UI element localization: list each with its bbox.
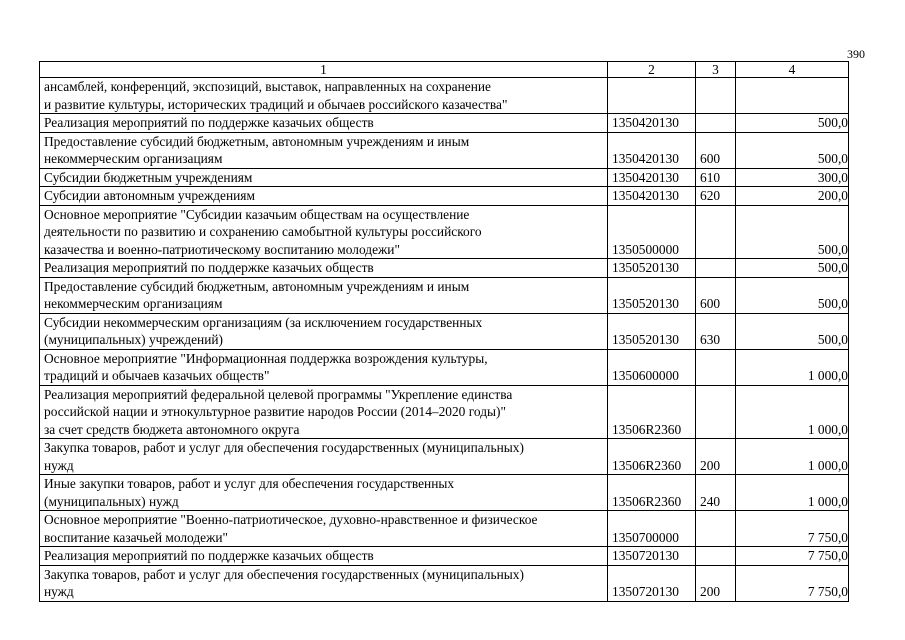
- table-row: [40, 205, 849, 259]
- row-name-text: Иные закупки товаров, работ и услуг для обеспечения государственных (муниципальных) нужд: [44, 476, 455, 509]
- row-code: 1350720130: [608, 565, 696, 601]
- row-name-text: Субсидии автономным учреждениям: [44, 188, 255, 203]
- row-expense-type: 200: [696, 565, 736, 601]
- table-row: [40, 259, 849, 278]
- row-name-text: Реализация мероприятий по поддержке казачьих обществ: [44, 115, 374, 130]
- row-expense-type: [696, 547, 736, 566]
- row-name: [40, 205, 608, 259]
- row-amount: 1 000,0: [736, 385, 849, 439]
- row-name: [40, 277, 608, 313]
- table-row: [40, 349, 849, 385]
- row-amount: [736, 78, 849, 114]
- row-amount: 500,0: [736, 277, 849, 313]
- row-amount: 1 000,0: [736, 475, 849, 511]
- table-row: [40, 132, 849, 168]
- row-name-text: Реализация мероприятий по поддержке казачьих обществ: [44, 260, 374, 275]
- row-name: [40, 313, 608, 349]
- row-amount: 1 000,0: [736, 439, 849, 475]
- row-code: 1350420130: [608, 132, 696, 168]
- row-name: [40, 132, 608, 168]
- row-name: [40, 259, 608, 278]
- row-name-text: Субсидии бюджетным учреждениям: [44, 169, 253, 185]
- row-expense-type: 240: [696, 475, 736, 511]
- header-col-2: 2: [608, 62, 696, 78]
- table-row: [40, 313, 849, 349]
- row-code: 13506R2360: [608, 475, 696, 511]
- row-code: 1350500000: [608, 205, 696, 259]
- table-row: [40, 78, 849, 114]
- row-name: [40, 511, 608, 547]
- table-row: [40, 547, 849, 566]
- row-code: 13506R2360: [608, 439, 696, 475]
- row-name-text: Закупка товаров, работ и услуг для обеспечения государственных (муниципальных) нужд: [44, 440, 524, 473]
- row-expense-type: 600: [696, 132, 736, 168]
- row-code: 1350520130: [608, 277, 696, 313]
- row-name: [40, 114, 608, 133]
- row-name: [40, 439, 608, 475]
- row-name-text: Закупка товаров, работ и услуг для обеспечения государственных (муниципальных) нужд: [44, 566, 524, 599]
- row-amount: 500,0: [736, 205, 849, 259]
- row-amount: 1 000,0: [736, 349, 849, 385]
- row-expense-type: 620: [696, 187, 736, 206]
- row-name-text: Реализация мероприятий федеральной целевой программы "Укрепление единства российской нации и этнокультурное развитие народов России (2014–2020 годы)" за счет средств бюджета автономного округа: [44, 386, 513, 437]
- row-code: 13506R2360: [608, 385, 696, 439]
- budget-table: [39, 61, 849, 602]
- header-col-4: 4: [736, 62, 849, 78]
- row-name-text: Предоставление субсидий бюджетным, автономным учреждениям и иным некоммерческим организациям: [44, 133, 470, 166]
- row-amount: 200,0: [736, 187, 849, 206]
- row-name: [40, 168, 608, 187]
- row-amount: 7 750,0: [736, 565, 849, 601]
- row-code: 1350520130: [608, 313, 696, 349]
- row-name-text: Субсидии некоммерческим организациям (за исключением государственных (муниципальных) учреждений): [44, 314, 483, 347]
- row-code: 1350520130: [608, 259, 696, 278]
- table-header-row: [40, 62, 849, 78]
- row-expense-type: [696, 259, 736, 278]
- row-amount: 500,0: [736, 132, 849, 168]
- table-row: [40, 475, 849, 511]
- row-name: [40, 547, 608, 566]
- row-amount: 500,0: [736, 313, 849, 349]
- row-expense-type: [696, 78, 736, 114]
- row-expense-type: [696, 205, 736, 259]
- row-expense-type: [696, 114, 736, 133]
- table-row: [40, 439, 849, 475]
- row-expense-type: [696, 385, 736, 439]
- row-expense-type: 600: [696, 277, 736, 313]
- row-code: 1350720130: [608, 547, 696, 566]
- row-code: 1350700000: [608, 511, 696, 547]
- row-name: [40, 565, 608, 601]
- row-code: 1350600000: [608, 349, 696, 385]
- table-row: [40, 187, 849, 206]
- row-name: [40, 78, 608, 114]
- table-row: [40, 565, 849, 601]
- row-name-text: ансамблей, конференций, экспозиций, выставок, направленных на сохранение и развитие культуры, исторических традиций и обычаев российского казачества": [44, 79, 508, 112]
- header-col-1: 1: [40, 62, 608, 78]
- row-code: [608, 78, 696, 114]
- row-amount: 7 750,0: [736, 511, 849, 547]
- table-row: [40, 385, 849, 439]
- row-code: 1350420130: [608, 187, 696, 206]
- row-expense-type: 610: [696, 168, 736, 187]
- row-name-text: Основное мероприятие "Информационная поддержка возрождения культуры, традиций и обычаев казачьих обществ": [44, 350, 488, 383]
- row-name: [40, 349, 608, 385]
- row-amount: 300,0: [736, 168, 849, 187]
- row-amount: 7 750,0: [736, 547, 849, 566]
- row-code: 1350420130: [608, 168, 696, 187]
- row-expense-type: [696, 511, 736, 547]
- table-row: [40, 114, 849, 133]
- row-name-text: Предоставление субсидий бюджетным, автономным учреждениям и иным некоммерческим организациям: [44, 278, 470, 311]
- row-name-text: Реализация мероприятий по поддержке казачьих обществ: [44, 548, 374, 563]
- row-expense-type: [696, 349, 736, 385]
- row-name: [40, 385, 608, 439]
- row-name-text: Основное мероприятие "Военно-патриотическое, духовно-нравственное и физическое воспитание казачьей молодежи": [44, 512, 538, 545]
- header-col-3: 3: [696, 62, 736, 78]
- row-name-text: Основное мероприятие "Субсидии казачьим обществам на осуществление деятельности по развитию и сохранению самобытной культуры российского казачества и военно-патриотическому воспитанию молодежи": [44, 206, 482, 257]
- table-row: [40, 511, 849, 547]
- row-amount: 500,0: [736, 259, 849, 278]
- table-row: [40, 277, 849, 313]
- table-row: [40, 168, 849, 187]
- row-amount: 500,0: [736, 114, 849, 133]
- page-number: 390: [847, 47, 865, 61]
- row-code: 1350420130: [608, 114, 696, 133]
- row-expense-type: 200: [696, 439, 736, 475]
- row-name: [40, 475, 608, 511]
- row-name: [40, 187, 608, 206]
- row-expense-type: 630: [696, 313, 736, 349]
